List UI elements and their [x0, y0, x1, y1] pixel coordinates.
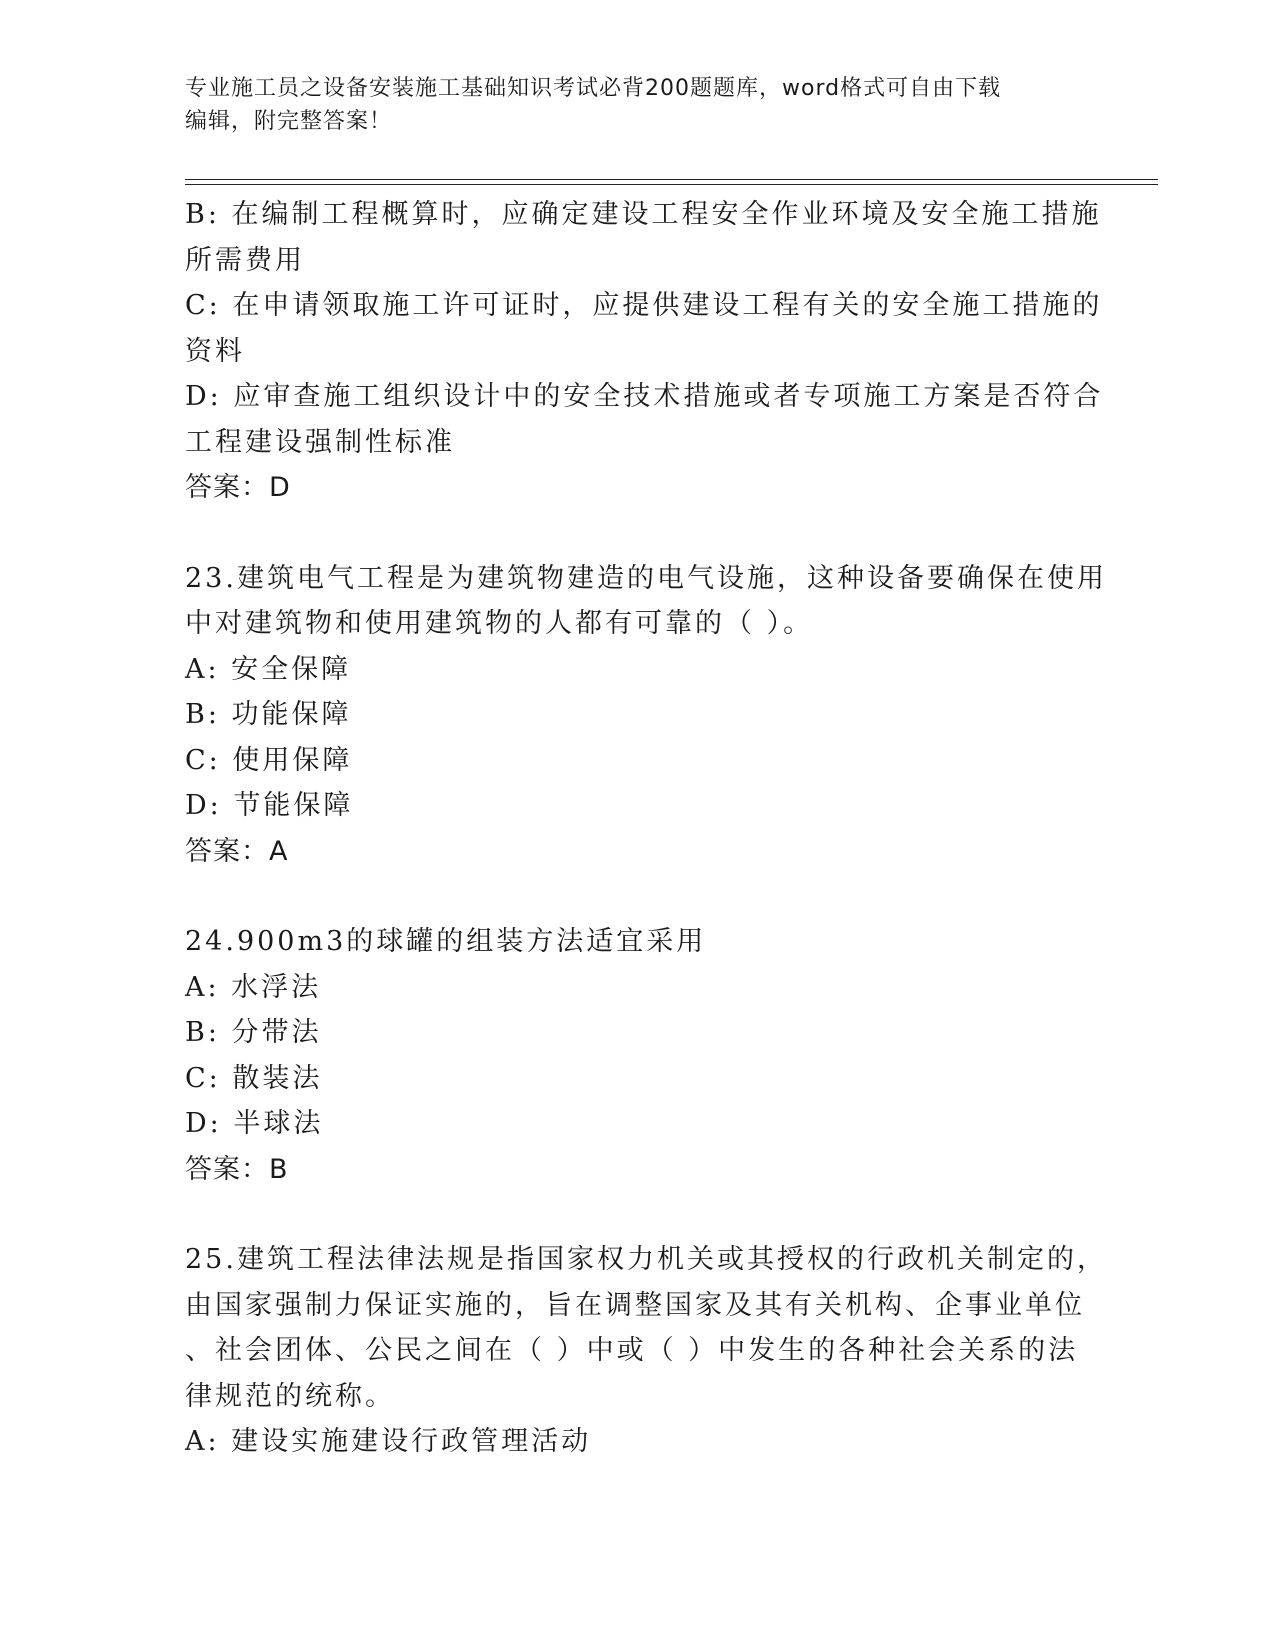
- option-b: B: 在编制工程概算时，应确定建设工程安全作业环境及安全施工措施: [185, 199, 1102, 230]
- answer-label: 答案：A: [185, 835, 289, 867]
- question-24: [185, 919, 1085, 1192]
- question-22: [185, 192, 1104, 511]
- header-line-1: 专业施工员之设备安装施工基础知识考试必背200题题库，word格式可自由下载: [185, 76, 1002, 101]
- option-c-cont: 资料: [185, 335, 245, 367]
- question-stem-cont: 、社会团体、公民之间在（ ）中或（ ）中发生的各种社会关系的法: [185, 1335, 1079, 1366]
- option-d-cont: 工程建设强制性标准: [185, 426, 455, 458]
- spacer: [185, 511, 1085, 556]
- question-stem-cont: 中对建筑物和使用建筑物的人都有可靠的（ ）。: [185, 608, 814, 639]
- header-divider-bottom: [185, 184, 1158, 185]
- answer-label: 答案：D: [185, 472, 291, 503]
- spacer: [185, 1192, 1085, 1237]
- question-stem-cont: 由国家强制力保证实施的，旨在调整国家及其有关机构、企事业单位: [185, 1289, 1085, 1321]
- option-d: D: 半球法: [185, 1108, 324, 1139]
- answer-label: 答案：B: [185, 1153, 289, 1185]
- document-header: [185, 72, 1085, 138]
- question-23: [185, 556, 1107, 875]
- header-divider-top: [185, 179, 1158, 180]
- header-line-2: 编辑，附完整答案！: [185, 109, 393, 134]
- question-stem-cont: 律规范的统称。: [185, 1380, 395, 1412]
- option-d: D: 节能保障: [185, 790, 354, 821]
- option-c: C: 使用保障: [185, 744, 353, 776]
- option-c: C: 在申请领取施工许可证时，应提供建设工程有关的安全施工措施的: [185, 290, 1103, 321]
- question-25: [185, 1237, 1107, 1465]
- option-b: B: 分带法: [185, 1017, 322, 1048]
- option-a: A: 安全保障: [185, 653, 352, 685]
- option-b-cont: 所需费用: [185, 244, 305, 276]
- question-list: [185, 192, 1107, 1465]
- option-b: B: 功能保障: [185, 699, 352, 730]
- option-a: A: 建设实施建设行政管理活动: [185, 1426, 592, 1457]
- question-stem: 25.建筑工程法律法规是指国家权力机关或其授权的行政机关制定的，: [185, 1244, 1107, 1275]
- question-stem: 23.建筑电气工程是为建筑物建造的电气设施，这种设备要确保在使用: [185, 562, 1107, 594]
- option-d: D: 应审查施工组织设计中的安全技术措施或者专项施工方案是否符合: [185, 381, 1104, 412]
- question-stem: 24.900m3的球罐的组装方法适宜采用: [185, 926, 707, 957]
- spacer: [185, 874, 1085, 919]
- option-c: C: 散装法: [185, 1062, 323, 1094]
- option-a: A: 水浮法: [185, 971, 322, 1003]
